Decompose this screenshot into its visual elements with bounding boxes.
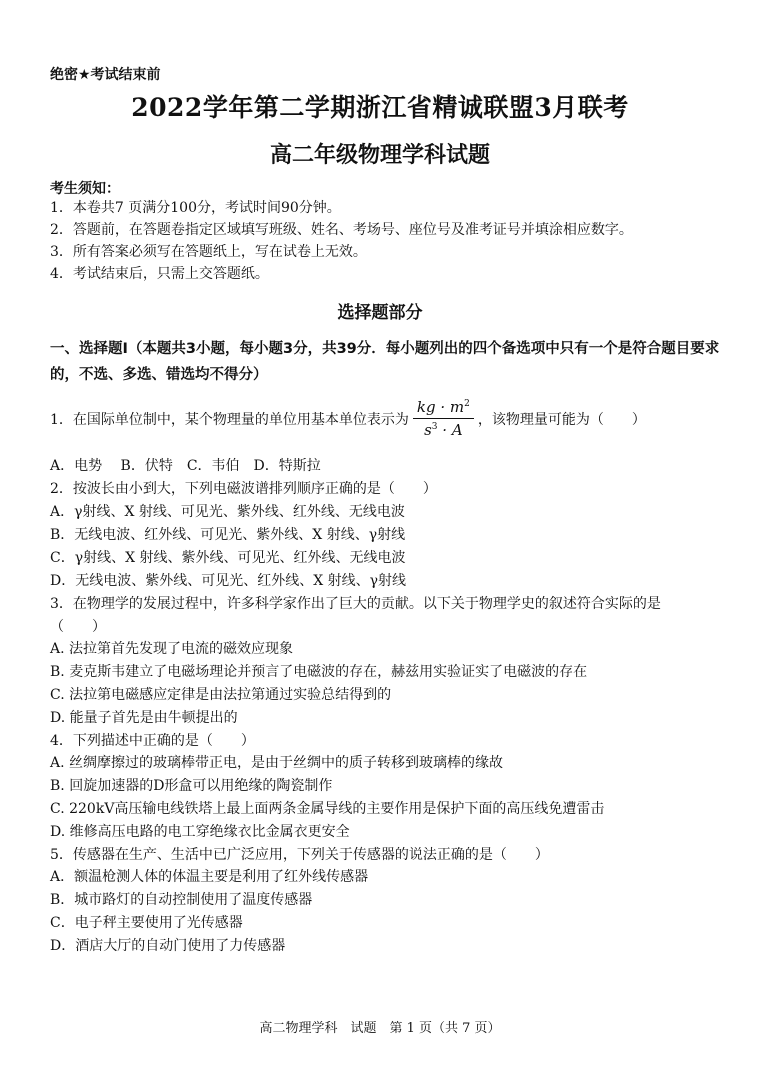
- exam-title: 2022学年第二学期浙江省精诚联盟3月联考: [131, 93, 629, 122]
- question-line: D．酒店大厅的自动门使用了力传感器: [50, 938, 286, 954]
- fraction-numerator: kg · $m^2$: [413, 398, 474, 419]
- page-footer: 高二物理学科 试题 第 1 页（共 7 页）: [259, 1021, 501, 1036]
- question-line: A．额温枪测人体的体温主要是利用了红外线传感器: [50, 869, 369, 885]
- unit-fraction: [413, 398, 474, 439]
- question-line: 4．下列描述中正确的是（ ）: [50, 733, 255, 749]
- question-line: C. 法拉第电磁感应定律是由法拉第通过实验总结得到的: [50, 687, 392, 703]
- part-heading: 一、选择题Ⅰ（本题共3小题，每小题3分，共39分．每小题列出的四个备选项中只有一个是符合题目要求的，不选、多选、错选均不得分）: [50, 341, 720, 383]
- question-1-suffix: ，该物理量可能为（ ）: [477, 411, 646, 428]
- question-line: C. 220kV高压输电线铁塔上最上面两条金属导线的主要作用是保护下面的高压线免遭雷击: [50, 801, 605, 817]
- question-line: A．电势 B．伏特 C．韦伯 D．特斯拉: [50, 458, 321, 474]
- note-item: 3．所有答案必须写在答题纸上，写在试卷上无效。: [50, 244, 367, 260]
- question-line: 2．按波长由小到大，下列电磁波谱排列顺序正确的是（ ）: [50, 481, 437, 497]
- question-1: [50, 398, 646, 439]
- question-line: 3．在物理学的发展过程中，许多科学家作出了巨大的贡献。以下关于物理学史的叙述符合实际的是: [50, 596, 661, 612]
- question-line: B. 麦克斯韦建立了电磁场理论并预言了电磁波的存在，赫兹用实验证实了电磁波的存在: [50, 664, 588, 680]
- note-item: 2．答题前，在答题卷指定区域填写班级、姓名、考场号、座位号及准考证号并填涂相应数字。: [50, 222, 633, 238]
- exam-subtitle: 高二年级物理学科试题: [269, 142, 490, 168]
- secret-label: 绝密★考试结束前: [50, 67, 161, 83]
- note-item: 4．考试结束后，只需上交答题纸。: [50, 266, 269, 282]
- fraction-denominator: $s^3 \cdot A$: [424, 421, 463, 439]
- question-1-prefix: 1．在国际单位制中，某个物理量的单位用基本单位表示为: [50, 411, 409, 428]
- section-title: 选择题部分: [337, 303, 423, 323]
- question-line: B．无线电波、红外线、可见光、紫外线、X 射线、γ射线: [50, 527, 406, 543]
- question-line: 5．传感器在生产、生活中已广泛应用，下列关于传感器的说法正确的是（ ）: [50, 847, 549, 863]
- question-line: A．γ射线、X 射线、可见光、紫外线、红外线、无线电波: [50, 504, 405, 520]
- question-line: B．城市路灯的自动控制使用了温度传感器: [50, 892, 313, 908]
- question-line: （ ）: [50, 619, 106, 635]
- question-line: D. 维修高压电路的电工穿绝缘衣比金属衣更安全: [50, 824, 350, 840]
- question-line: B. 回旋加速器的D形盒可以用绝缘的陶瓷制作: [50, 778, 333, 794]
- question-line: D. 能量子首先是由牛顿提出的: [50, 710, 238, 726]
- question-line: A. 丝绸摩擦过的玻璃棒带正电，是由于丝绸中的质子转移到玻璃棒的缘故: [50, 755, 504, 771]
- question-line: C．电子秤主要使用了光传感器: [50, 915, 243, 931]
- question-line: C．γ射线、X 射线、紫外线、可见光、红外线、无线电波: [50, 550, 406, 566]
- notes-heading: 考生须知：: [50, 181, 120, 197]
- question-line: A. 法拉第首先发现了电流的磁效应现象: [50, 641, 294, 657]
- note-item: 1．本卷共7 页满分100分，考试时间90分钟。: [50, 200, 341, 216]
- question-line: D．无线电波、紫外线、可见光、红外线、X 射线、γ射线: [50, 573, 407, 589]
